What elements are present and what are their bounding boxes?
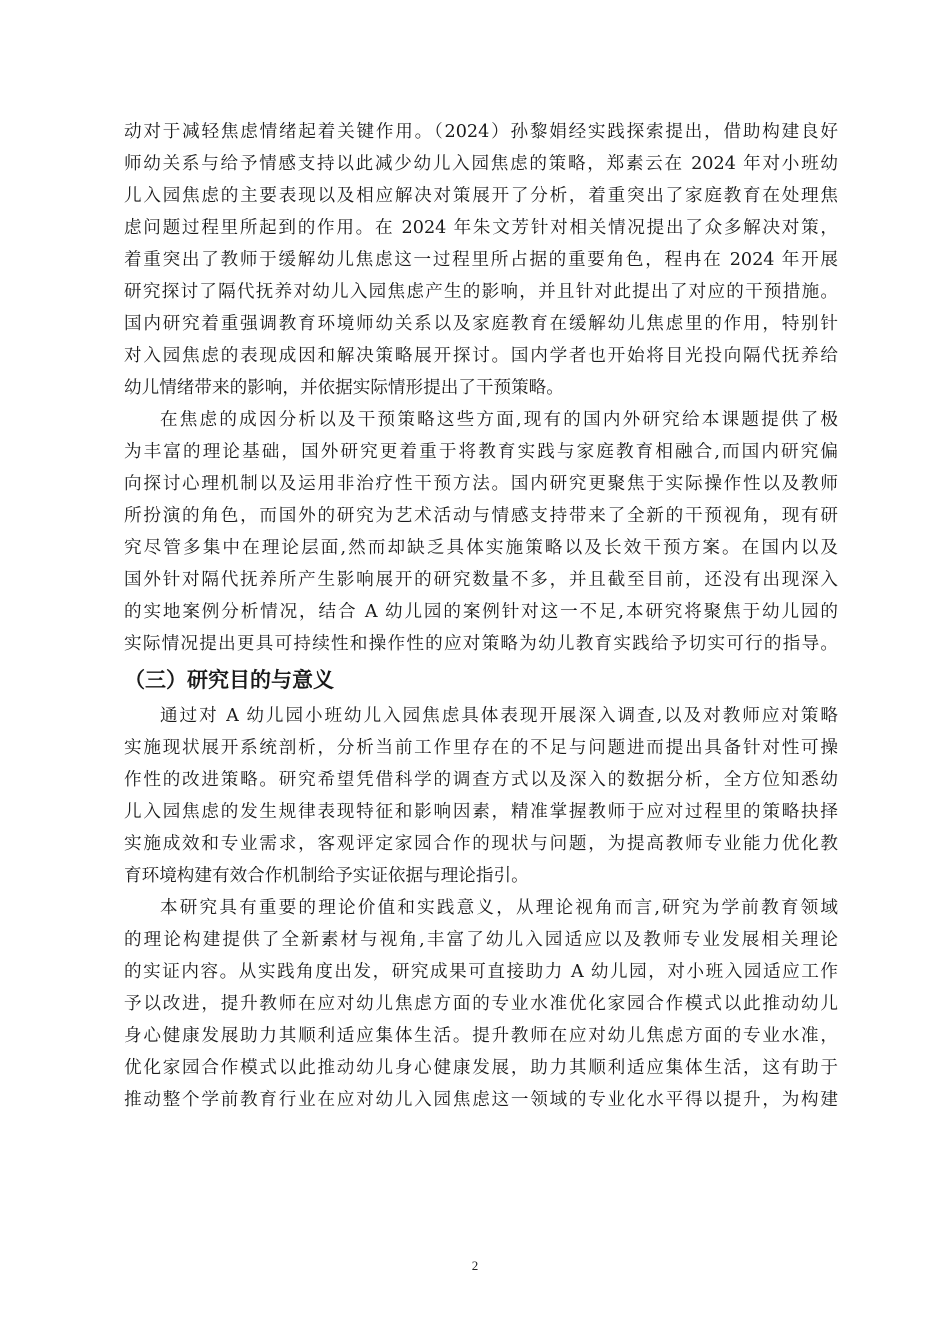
text-line: 研究探讨了隔代抚养对幼儿入园焦虑产生的影响，并且针对此提出了对应的干预措施。 bbox=[124, 282, 838, 302]
text-line: 儿入园焦虑的主要表现以及相应解决对策展开了分析，着重突出了家庭教育在处理焦 bbox=[124, 186, 838, 206]
text-line: 向探讨心理机制以及运用非治疗性干预方法。国内研究更聚焦于实际操作性以及教师 bbox=[124, 474, 838, 494]
text-line: 的实证内容。从实践角度出发，研究成果可直接助力 A 幼儿园，对小班入园适应工作 bbox=[124, 962, 838, 982]
text-line: 师幼关系与给予情感支持以此减少幼儿入园焦虑的策略，郑素云在 2024 年对小班幼 bbox=[124, 154, 838, 174]
text-line: 儿入园焦虑的发生规律表现特征和影响因素，精准掌握教师于应对过程里的策略抉择 bbox=[124, 802, 838, 822]
body-text bbox=[124, 116, 838, 1116]
paragraph-4 bbox=[124, 892, 838, 1116]
text-line: 的理论构建提供了全新素材与视角,丰富了幼儿入园适应以及教师专业发展相关理论 bbox=[124, 930, 838, 950]
text-line: 国外针对隔代抚养所产生影响展开的研究数量不多，并且截至目前，还没有出现深入 bbox=[124, 570, 838, 590]
paragraph-3 bbox=[124, 700, 838, 892]
text-line: 实际情况提出更具可持续性和操作性的应对策略为幼儿教育实践给予切实可行的指导。 bbox=[124, 634, 838, 654]
text-line: 予以改进，提升教师在应对幼儿焦虑方面的专业水准优化家园合作模式以此推动幼儿 bbox=[124, 994, 838, 1014]
text-line: 国内研究着重强调教育环境师幼关系以及家庭教育在缓解幼儿焦虑里的作用，特别针 bbox=[124, 314, 838, 334]
page-number: 2 bbox=[471, 1258, 479, 1273]
text-line: 幼儿情绪带来的影响，并依据实际情形提出了干预策略。 bbox=[124, 378, 564, 398]
text-line: 推动整个学前教育行业在应对幼儿入园焦虑这一领域的专业化水平得以提升，为构建 bbox=[124, 1090, 838, 1110]
section-heading: （三）研究目的与意义 bbox=[124, 668, 334, 692]
text-line: 优化家园合作模式以此推动幼儿身心健康发展，助力其顺利适应集体生活，这有助于 bbox=[124, 1058, 838, 1078]
text-line: 究尽管多集中在理论层面,然而却缺乏具体实施策略以及长效干预方案。在国内以及 bbox=[124, 538, 838, 558]
text-line: 身心健康发展助力其顺利适应集体生活。提升教师在应对幼儿焦虑方面的专业水准， bbox=[124, 1026, 838, 1046]
text-line: 在焦虑的成因分析以及干预策略这些方面,现有的国内外研究给本课题提供了极 bbox=[160, 410, 838, 430]
text-line: 通过对 A 幼儿园小班幼儿入园焦虑具体表现开展深入调查,以及对教师应对策略 bbox=[160, 706, 838, 726]
text-line: 对入园焦虑的表现成因和解决策略展开探讨。国内学者也开始将目光投向隔代抚养给 bbox=[124, 346, 838, 366]
paragraph-2 bbox=[124, 404, 838, 660]
text-line: 为丰富的理论基础，国外研究更着重于将教育实践与家庭教育相融合,而国内研究偏 bbox=[124, 442, 838, 462]
text-line: 育环境构建有效合作机制给予实证依据与理论指引。 bbox=[124, 866, 529, 886]
text-line: 的实地案例分析情况，结合 A 幼儿园的案例针对这一不足,本研究将聚焦于幼儿园的 bbox=[124, 602, 838, 622]
text-line: 实施现状展开系统剖析，分析当前工作里存在的不足与问题进而提出具备针对性可操 bbox=[124, 738, 838, 758]
text-line: 虑问题过程里所起到的作用。在 2024 年朱文芳针对相关情况提出了众多解决对策， bbox=[124, 218, 838, 238]
text-line: 本研究具有重要的理论价值和实践意义，从理论视角而言,研究为学前教育领域 bbox=[160, 898, 838, 918]
text-line: 所扮演的角色，而国外的研究为艺术活动与情感支持带来了全新的干预视角，现有研 bbox=[124, 506, 838, 526]
text-line: 作性的改进策略。研究希望凭借科学的调查方式以及深入的数据分析，全方位知悉幼 bbox=[124, 770, 838, 790]
paragraph-1 bbox=[124, 116, 838, 404]
text-line: 着重突出了教师于缓解幼儿焦虑这一过程里所占据的重要角色，程冉在 2024 年开展 bbox=[124, 250, 838, 270]
text-line: 动对于减轻焦虑情绪起着关键作用。（2024）孙黎娟经实践探索提出，借助构建良好 bbox=[124, 122, 838, 142]
text-line: 实施成效和专业需求，客观评定家园合作的现状与问题，为提高教师专业能力优化教 bbox=[124, 834, 838, 854]
